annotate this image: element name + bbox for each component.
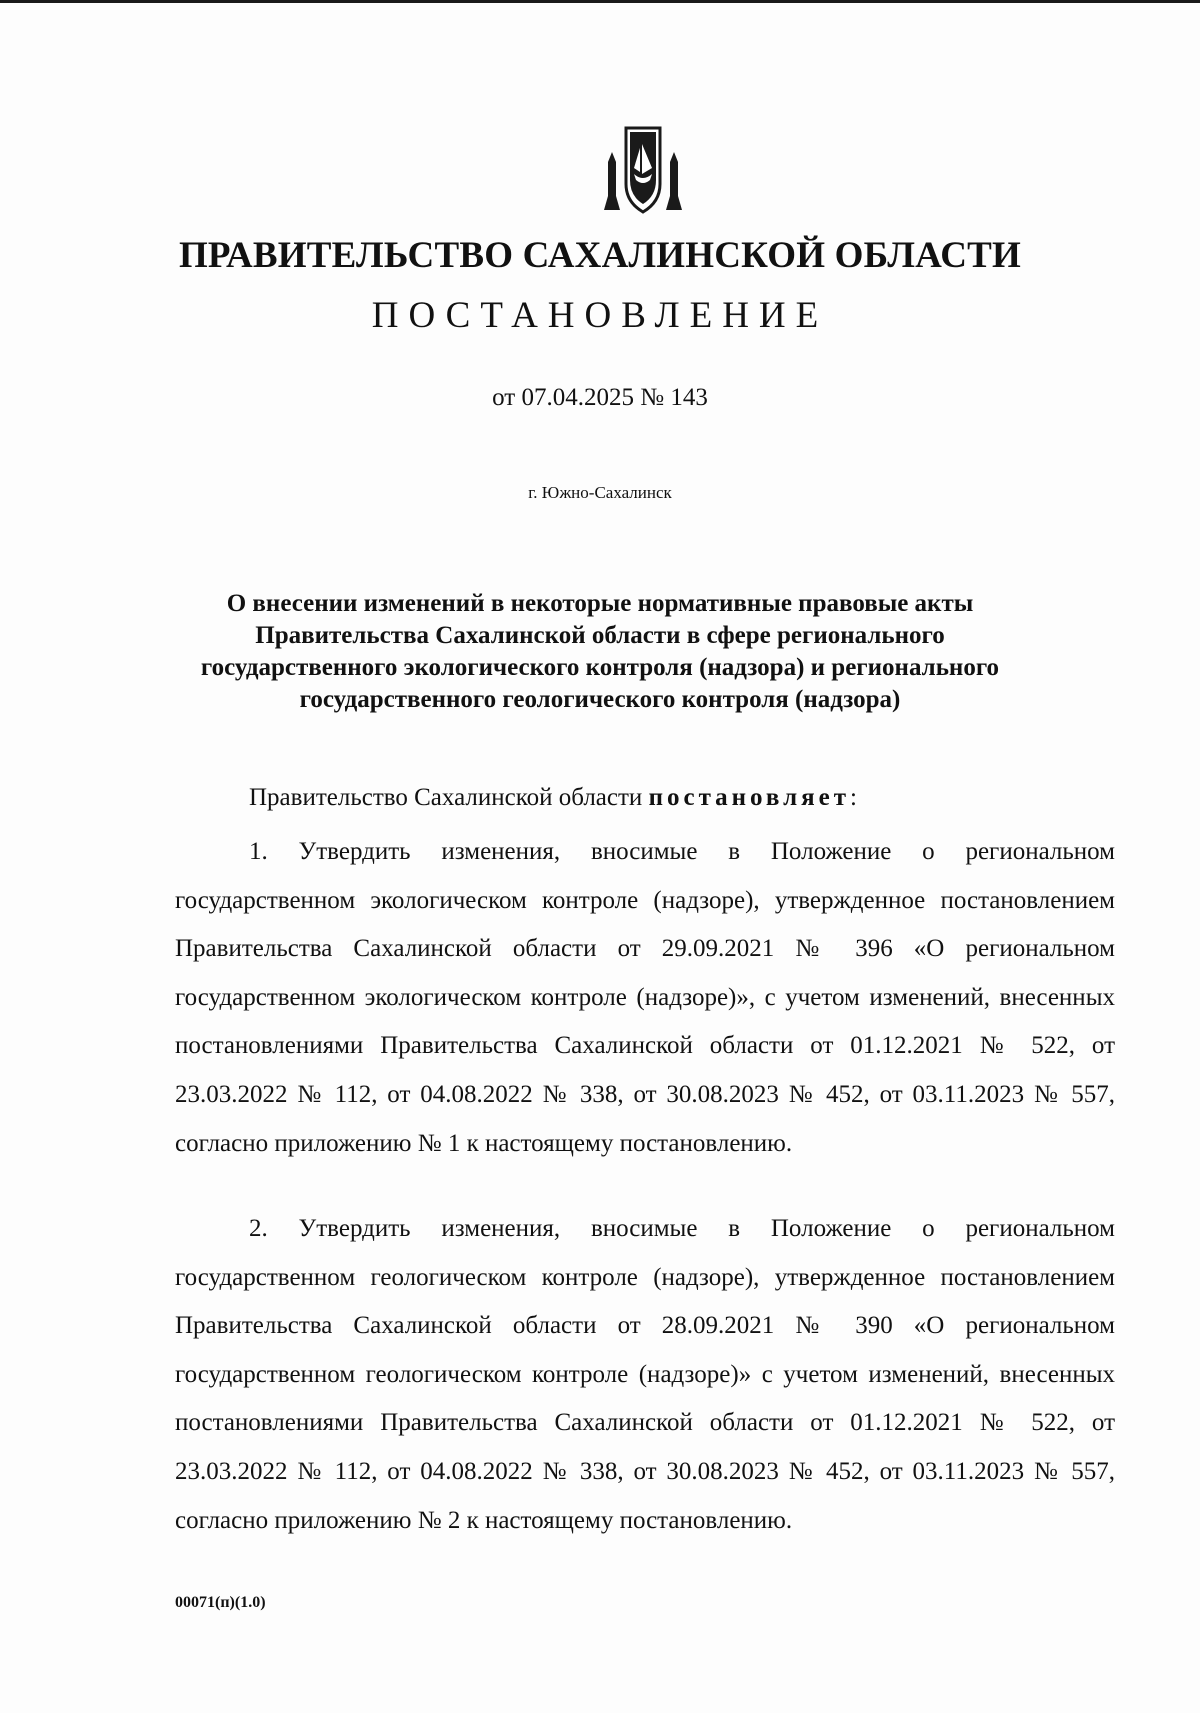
document-type: ПОСТАНОВЛЕНИЕ: [371, 295, 829, 336]
clause-1: 1. Утвердить изменения, вносимые в Положение о региональном государственном экологическом контроле (надзоре), утвержденное постановлением Правительства Сахалинской области от 29.09.2021 № 396 «О региональном государственном экологическом контроле (надзоре)», с учетом изменений, внесенных постановлениями Правительства Сахалинской области от 01.12.2021 № 522, от 23.03.2022 № 112, от 04.08.2022 № 338, от 30.08.2023 № 452, от 03.11.2023 № 557, согласно приложению № 1 к настоящему постановлению.: [175, 838, 1115, 1157]
organization-title: ПРАВИТЕЛЬСТВО САХАЛИНСКОЙ ОБЛАСТИ: [178, 235, 1022, 276]
subject-line: Правительства Сахалинской области в сфере регионального: [255, 622, 945, 649]
document-city: г. Южно-Сахалинск: [528, 483, 672, 502]
document-subject: [160, 588, 1040, 716]
subject-line: О внесении изменений в некоторые нормативные правовые акты: [226, 590, 974, 617]
intro-punctuation: :: [850, 784, 857, 811]
intro-emphasis: постановляет: [648, 784, 851, 811]
subject-line: государственного экологического контроля (надзора) и регионального: [200, 654, 1000, 681]
form-code: 00071(п)(1.0): [175, 1594, 266, 1611]
document-date-number: от 07.04.2025 № 143: [492, 384, 708, 411]
resolution-intro: [249, 784, 857, 812]
intro-text: Правительство Сахалинской области: [249, 784, 643, 811]
subject-line: государственного геологического контроля (надзора): [299, 686, 901, 713]
clause-2: 2. Утвердить изменения, вносимые в Положение о региональном государственном геологическом контроле (надзоре), утвержденное постановлением Правительства Сахалинской области от 28.09.2021 № 390 «О региональном государственном геологическом контроле (надзоре)» с учетом изменений, внесенных постановлениями Правительства Сахалинской области от 01.12.2021 № 522, от 23.03.2022 № 112, от 04.08.2022 № 338, от 30.08.2023 № 452, от 03.11.2023 № 557, согласно приложению № 2 к настоящему постановлению.: [175, 1215, 1115, 1534]
coat-of-arms-icon: [596, 122, 690, 222]
